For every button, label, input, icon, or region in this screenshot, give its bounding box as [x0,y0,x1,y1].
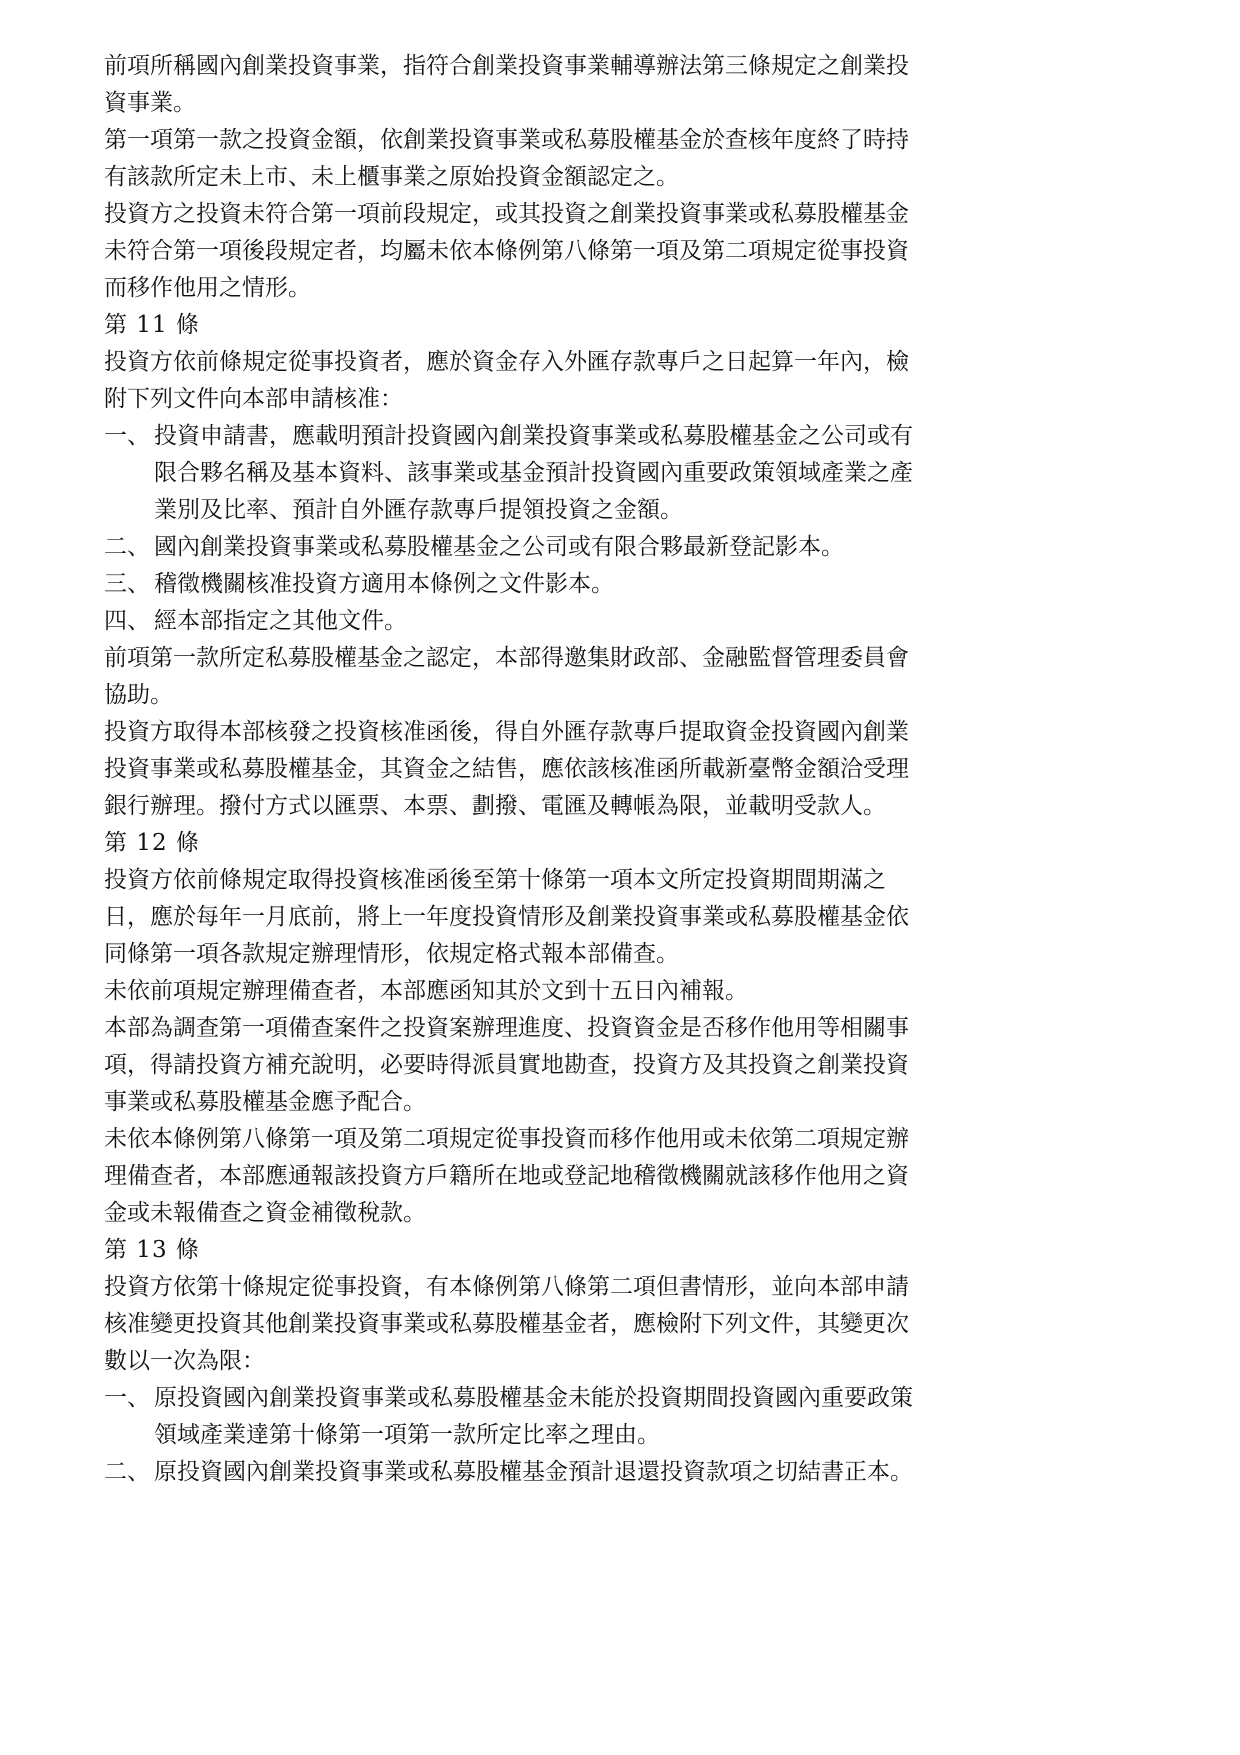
paragraph: 前項所稱國內創業投資事業，指符合創業投資事業輔導辦法第三條規定之創業投資事業。 [104,53,909,116]
paragraph: 投資方取得本部核發之投資核准函後，得自外匯存款專戶提取資金投資國內創業投資事業或私募股權基金，其資金之結售，應依該核准函所載新臺幣金額洽受理銀行辦理。撥付方式以匯票、本票、劃撥、電匯及轉帳為限，並載明受款人。 [104,719,909,819]
paragraph: 本部為調查第一項備查案件之投資案辦理進度、投資資金是否移作他用等相關事項，得請投資方補充說明，必要時得派員實地勘查，投資方及其投資之創業投資事業或私募股權基金應予配合。 [104,1015,909,1115]
list-item [104,603,924,640]
list-item-marker: 四、 [104,608,150,634]
paragraph: 投資方依第十條規定從事投資，有本條例第八條第二項但書情形，並向本部申請核准變更投資其他創業投資事業或私募股權基金者，應檢附下列文件，其變更次數以一次為限： [104,1274,909,1374]
article-heading: 第 11 條 [104,312,200,338]
paragraph: 未依本條例第八條第一項及第二項規定從事投資而移作他用或未依第二項規定辦理備查者，本部應通報該投資方戶籍所在地或登記地稽徵機關就該移作他用之資金或未報備查之資金補徵稅款。 [104,1126,909,1226]
list-item-text: 原投資國內創業投資事業或私募股權基金未能於投資期間投資國內重要政策領域產業達第十條第一項第一款所定比率之理由。 [154,1385,913,1448]
list-item-text: 國內創業投資事業或私募股權基金之公司或有限合夥最新登記影本。 [154,534,844,560]
list-item-marker: 一、 [104,423,150,449]
paragraph: 未依前項規定辦理備查者，本部應函知其於文到十五日內補報。 [104,978,748,1004]
list-item-text: 原投資國內創業投資事業或私募股權基金預計退還投資款項之切結書正本。 [154,1459,913,1485]
list-item [104,566,924,603]
list-item-marker: 一、 [104,1385,150,1411]
list-item-marker: 三、 [104,571,150,597]
paragraph: 投資方之投資未符合第一項前段規定，或其投資之創業投資事業或私募股權基金未符合第一項後段規定者，均屬未依本條例第八條第一項及第二項規定從事投資而移作他用之情形。 [104,201,909,301]
list-item [104,418,924,529]
list-item-text: 經本部指定之其他文件。 [154,608,407,634]
article-heading: 第 12 條 [104,830,200,856]
list-item [104,1380,924,1454]
list-item-marker: 二、 [104,534,150,560]
paragraph: 前項第一款所定私募股權基金之認定，本部得邀集財政部、金融監督管理委員會協助。 [104,645,909,708]
list-item-text: 投資申請書，應載明預計投資國內創業投資事業或私募股權基金之公司或有限合夥名稱及基本資料、該事業或基金預計投資國內重要政策領域產業之產業別及比率、預計自外匯存款專戶提領投資之金額。 [154,423,913,523]
paragraph: 投資方依前條規定取得投資核准函後至第十條第一項本文所定投資期間期滿之日，應於每年一月底前，將上一年度投資情形及創業投資事業或私募股權基金依同條第一項各款規定辦理情形，依規定格式報本部備查。 [104,867,909,967]
list-item [104,1454,924,1491]
list-item-marker: 二、 [104,1459,150,1485]
list-item [104,529,924,566]
article-heading: 第 13 條 [104,1237,200,1263]
list-item-text: 稽徵機關核准投資方適用本條例之文件影本。 [154,571,614,597]
document-page [104,48,924,1491]
paragraph: 第一項第一款之投資金額，依創業投資事業或私募股權基金於查核年度終了時持有該款所定未上市、未上櫃事業之原始投資金額認定之。 [104,127,909,190]
paragraph: 投資方依前條規定從事投資者，應於資金存入外匯存款專戶之日起算一年內，檢附下列文件向本部申請核准： [104,349,909,412]
